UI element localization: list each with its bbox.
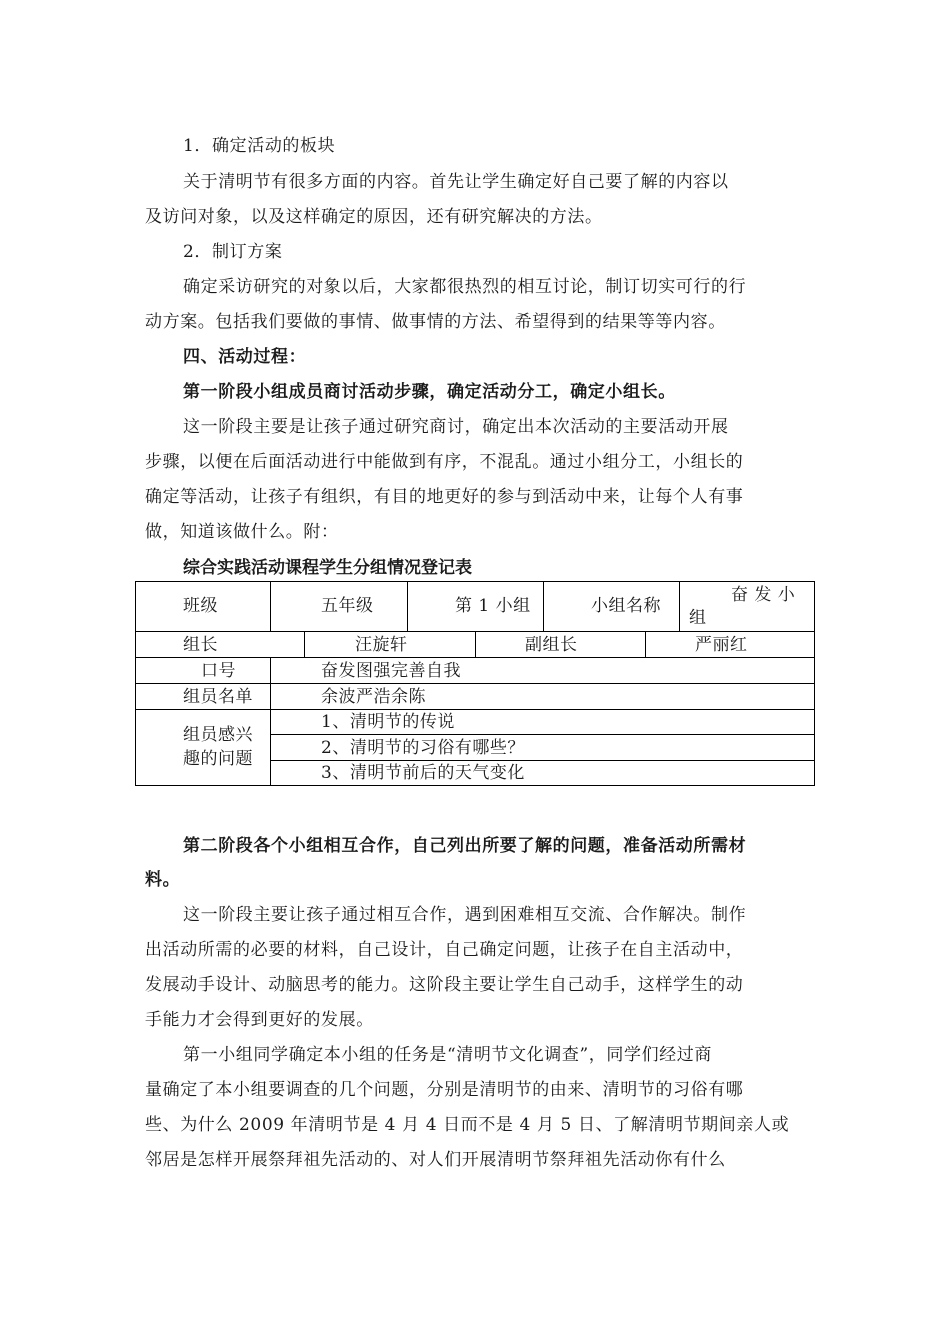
paragraph-line: 第一小组同学确定本小组的任务是“清明节文化调查”，同学们经过商 bbox=[183, 1045, 712, 1065]
paragraph-line: 出活动所需的必要的材料，自己设计，自己确定问题，让孩子在自主活动中， bbox=[145, 940, 744, 960]
section-heading-4: 四、活动过程： bbox=[183, 347, 307, 367]
paragraph-line: 手能力才会得到更好的发展。 bbox=[145, 1010, 374, 1030]
class-value: 五年级 bbox=[321, 596, 374, 616]
group-registration-table bbox=[135, 581, 815, 786]
members-label: 组员名单 bbox=[183, 687, 253, 707]
paragraph-line: 这一阶段主要让孩子通过相互合作，遇到困难相互交流、合作解决。制作 bbox=[183, 905, 747, 925]
group-name-label: 小组名称 bbox=[591, 596, 661, 616]
paragraph-line: 做，知道该做什么。附： bbox=[145, 522, 339, 542]
class-label: 班级 bbox=[183, 596, 218, 616]
paragraph-line: 发展动手设计、动脑思考的能力。这阶段主要让学生自己动手，这样学生的动 bbox=[145, 975, 744, 995]
group-number: 第 1 小组 bbox=[455, 596, 531, 616]
members-value: 余波严浩余陈 bbox=[321, 687, 426, 707]
paragraph-line: 确定采访研究的对象以后，大家都很热烈的相互讨论，制订切实可行的行 bbox=[183, 277, 747, 297]
stage-2-heading: 第二阶段各个小组相互合作，自己列出所要了解的问题，准备活动所需材 bbox=[183, 836, 747, 856]
leader-label: 组长 bbox=[183, 635, 218, 655]
stage-2-heading-cont: 料。 bbox=[145, 870, 181, 890]
vice-leader-value: 严丽红 bbox=[695, 635, 748, 655]
paragraph-line: 邻居是怎样开展祭拜祖先活动的、对人们开展清明节祭拜祖先活动你有什么 bbox=[145, 1150, 726, 1170]
section-heading-2: 2．制订方案 bbox=[183, 242, 283, 262]
section-heading-1: 1．确定活动的板块 bbox=[183, 136, 336, 156]
paragraph-line: 量确定了本小组要调查的几个问题，分别是清明节的由来、清明节的习俗有哪 bbox=[145, 1080, 744, 1100]
group-name-value-cont: 组 bbox=[689, 608, 707, 628]
leader-value: 汪旋轩 bbox=[355, 635, 408, 655]
stage-1-heading: 第一阶段小组成员商讨活动步骤，确定活动分工，确定小组长。 bbox=[183, 382, 676, 402]
vice-leader-label: 副组长 bbox=[525, 635, 578, 655]
paragraph-line: 步骤，以便在后面活动进行中能做到有序，不混乱。通过小组分工，小组长的 bbox=[145, 452, 744, 472]
slogan-value: 奋发图强完善自我 bbox=[321, 661, 461, 681]
interest-question-2: 2、清明节的习俗有哪些？ bbox=[321, 738, 525, 758]
paragraph-line: 这一阶段主要是让孩子通过研究商讨，确定出本次活动的主要活动开展 bbox=[183, 417, 729, 437]
interest-question-3: 3、清明节前后的天气变化 bbox=[321, 763, 525, 783]
group-name-value: 奋 发 小 bbox=[731, 585, 796, 605]
interest-label-cont: 趣的问题 bbox=[183, 749, 253, 769]
slogan-label: 口号 bbox=[201, 661, 236, 681]
interest-question-1: 1、清明节的传说 bbox=[321, 712, 455, 732]
paragraph-line: 确定等活动，让孩子有组织，有目的地更好的参与到活动中来，让每个人有事 bbox=[145, 487, 744, 507]
interest-label: 组员感兴 bbox=[183, 725, 253, 745]
paragraph-line: 些、为什么 2009 年清明节是 4 月 4 日而不是 4 月 5 日、了解清明节期间亲人或 bbox=[145, 1115, 790, 1135]
paragraph-line: 及访问对象，以及这样确定的原因，还有研究解决的方法。 bbox=[145, 207, 603, 227]
table-title: 综合实践活动课程学生分组情况登记表 bbox=[183, 558, 472, 578]
paragraph-line: 关于清明节有很多方面的内容。首先让学生确定好自己要了解的内容以 bbox=[183, 172, 729, 192]
paragraph-line: 动方案。包括我们要做的事情、做事情的方法、希望得到的结果等等内容。 bbox=[145, 312, 726, 332]
